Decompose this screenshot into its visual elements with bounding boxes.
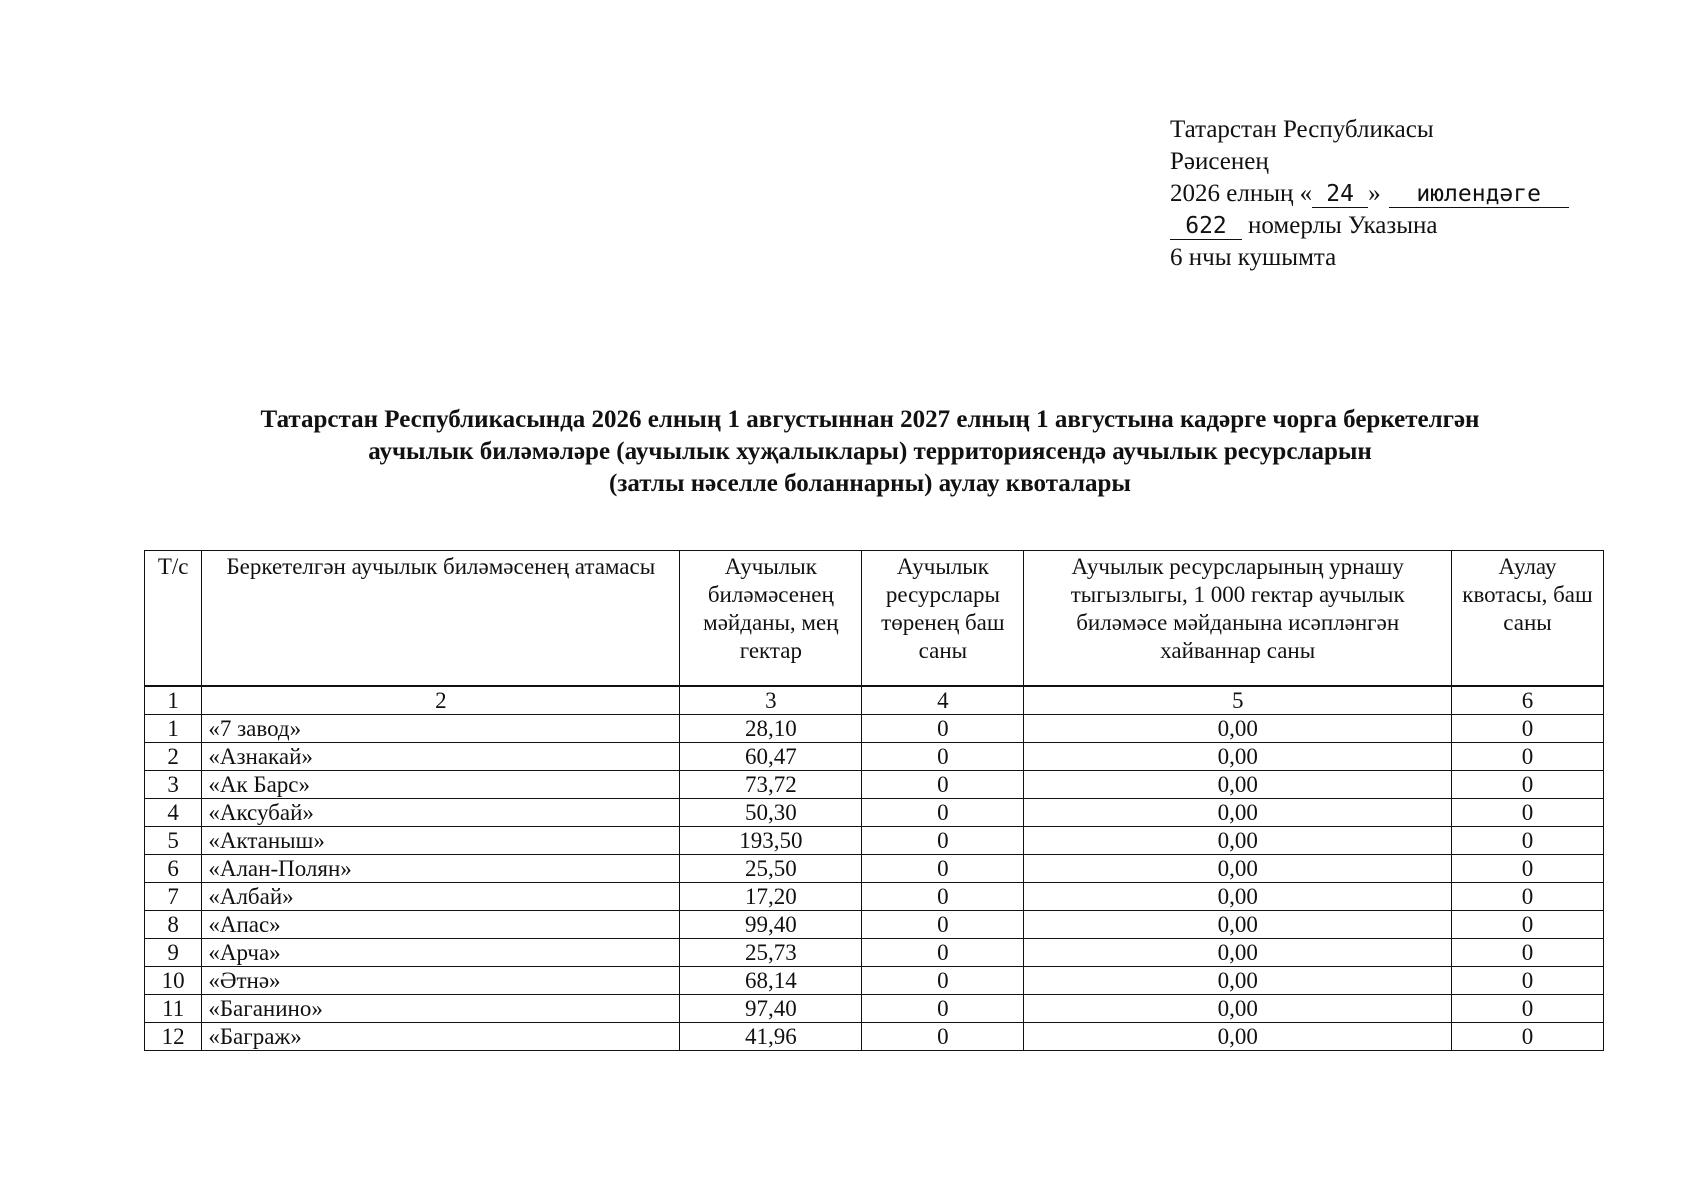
table-row [145,715,1604,743]
hunting-ground-name-cell: «Аксубай» [202,799,680,827]
quota-cell: 0 [1452,771,1604,799]
density-cell: 0,00 [1024,967,1452,995]
column-header-count: Аучылык ресурслары төренең баш саны [862,551,1024,687]
quota-cell: 0 [1452,939,1604,967]
quota-cell: 0 [1452,1023,1604,1051]
handwritten-decree-number: 622 [1170,213,1242,240]
resource-count-cell: 0 [862,939,1024,967]
header-line-republic: Татарстан Республикасы [1170,116,1434,143]
table-row [145,799,1604,827]
row-index-cell: 9 [145,939,202,967]
close-quote: » [1368,180,1381,207]
resource-count-cell: 0 [862,827,1024,855]
resource-count-cell: 0 [862,715,1024,743]
resource-count-cell: 0 [862,771,1024,799]
hunting-ground-name-cell: «7 завод» [202,715,680,743]
column-header-density: Аучылык ресурсларының урнашу тыгызлыгы, 1 000 гектар аучылык биләмәсе мәйданына исәпләнгән хайваннар саны [1024,551,1452,687]
row-index-cell: 2 [145,743,202,771]
area-cell: 25,73 [680,939,862,967]
density-cell: 0,00 [1024,1023,1452,1051]
resource-count-cell: 0 [862,995,1024,1023]
density-cell: 0,00 [1024,771,1452,799]
row-index-cell: 12 [145,1023,202,1051]
density-cell: 0,00 [1024,799,1452,827]
row-index-cell: 5 [145,827,202,855]
area-cell: 25,50 [680,855,862,883]
density-cell: 0,00 [1024,939,1452,967]
row-index-cell: 1 [145,715,202,743]
header-line-decree [1170,210,1590,242]
area-cell: 28,10 [680,715,862,743]
quota-cell: 0 [1452,855,1604,883]
hunting-ground-name-cell: «Апас» [202,911,680,939]
density-cell: 0,00 [1024,715,1452,743]
row-index-cell: 6 [145,855,202,883]
hunting-ground-name-cell: «Актаныш» [202,827,680,855]
row-index-cell: 7 [145,883,202,911]
table-row [145,771,1604,799]
quota-cell: 0 [1452,911,1604,939]
area-cell: 17,20 [680,883,862,911]
title-line-2: аучылык биләмәләре (аучылык хуҗалыклары) территориясендә аучылык ресурсларын [368,438,1372,465]
area-cell: 99,40 [680,911,862,939]
resource-count-cell: 0 [862,1023,1024,1051]
resource-count-cell: 0 [862,855,1024,883]
area-cell: 73,72 [680,771,862,799]
quota-cell: 0 [1452,715,1604,743]
table-row [145,967,1604,995]
column-number: 1 [145,686,202,715]
column-number: 3 [680,686,862,715]
density-cell: 0,00 [1024,883,1452,911]
table-row [145,995,1604,1023]
area-cell: 41,96 [680,1023,862,1051]
quota-cell: 0 [1452,827,1604,855]
decree-text: номерлы Указына [1248,212,1438,239]
table-row [145,827,1604,855]
hunting-ground-name-cell: «Албай» [202,883,680,911]
quota-cell: 0 [1452,799,1604,827]
resource-count-cell: 0 [862,799,1024,827]
area-cell: 50,30 [680,799,862,827]
hunting-ground-name-cell: «Арча» [202,939,680,967]
resource-count-cell: 0 [862,743,1024,771]
header-line-appendix: 6 нчы кушымта [1170,244,1337,271]
density-cell: 0,00 [1024,743,1452,771]
header-line-date [1170,178,1590,210]
column-number: 4 [862,686,1024,715]
column-header-index: Т/с [145,551,202,687]
resource-count-cell: 0 [862,883,1024,911]
quota-cell: 0 [1452,743,1604,771]
resource-count-cell: 0 [862,967,1024,995]
column-number: 5 [1024,686,1452,715]
table-row [145,855,1604,883]
hunting-ground-name-cell: «Азнакай» [202,743,680,771]
table-row [145,939,1604,967]
table-header-row [145,551,1604,687]
row-index-cell: 4 [145,799,202,827]
resource-count-cell: 0 [862,911,1024,939]
density-cell: 0,00 [1024,995,1452,1023]
table-row [145,883,1604,911]
area-cell: 60,47 [680,743,862,771]
header-line-president: Рәисенең [1170,148,1269,175]
area-cell: 97,40 [680,995,862,1023]
document-title [150,404,1590,500]
column-number: 6 [1452,686,1604,715]
quota-cell: 0 [1452,995,1604,1023]
table-row [145,911,1604,939]
column-number-row [145,686,1604,715]
title-line-3: (затлы нәселле боланнарны) аулау квоталары [609,470,1131,497]
area-cell: 193,50 [680,827,862,855]
row-index-cell: 8 [145,911,202,939]
density-cell: 0,00 [1024,911,1452,939]
column-header-quota: Аулау квотасы, баш саны [1452,551,1604,687]
hunting-ground-name-cell: «Баганино» [202,995,680,1023]
density-cell: 0,00 [1024,827,1452,855]
quota-cell: 0 [1452,967,1604,995]
column-header-area: Аучылык биләмәсенең мәйданы, мең гектар [680,551,862,687]
row-index-cell: 11 [145,995,202,1023]
quota-cell: 0 [1452,883,1604,911]
handwritten-day: 24 [1312,181,1368,208]
density-cell: 0,00 [1024,855,1452,883]
table-row [145,743,1604,771]
area-cell: 68,14 [680,967,862,995]
table-row [145,1023,1604,1051]
hunting-ground-name-cell: «Әтнә» [202,967,680,995]
hunting-ground-name-cell: «Ак Барс» [202,771,680,799]
handwritten-month: июлендәге [1389,181,1569,208]
decree-reference [1170,114,1590,274]
title-line-1: Татарстан Республикасында 2026 елның 1 августыннан 2027 елның 1 августына кадәрге чорга беркетелгән [260,406,1480,433]
column-header-name: Беркетелгән аучылык биләмәсенең атамасы [202,551,680,687]
hunting-ground-name-cell: «Баграж» [202,1023,680,1051]
quota-table [144,550,1604,1051]
row-index-cell: 10 [145,967,202,995]
column-number: 2 [202,686,680,715]
year-text: 2026 елның « [1170,180,1313,207]
hunting-ground-name-cell: «Алан-Полян» [202,855,680,883]
row-index-cell: 3 [145,771,202,799]
